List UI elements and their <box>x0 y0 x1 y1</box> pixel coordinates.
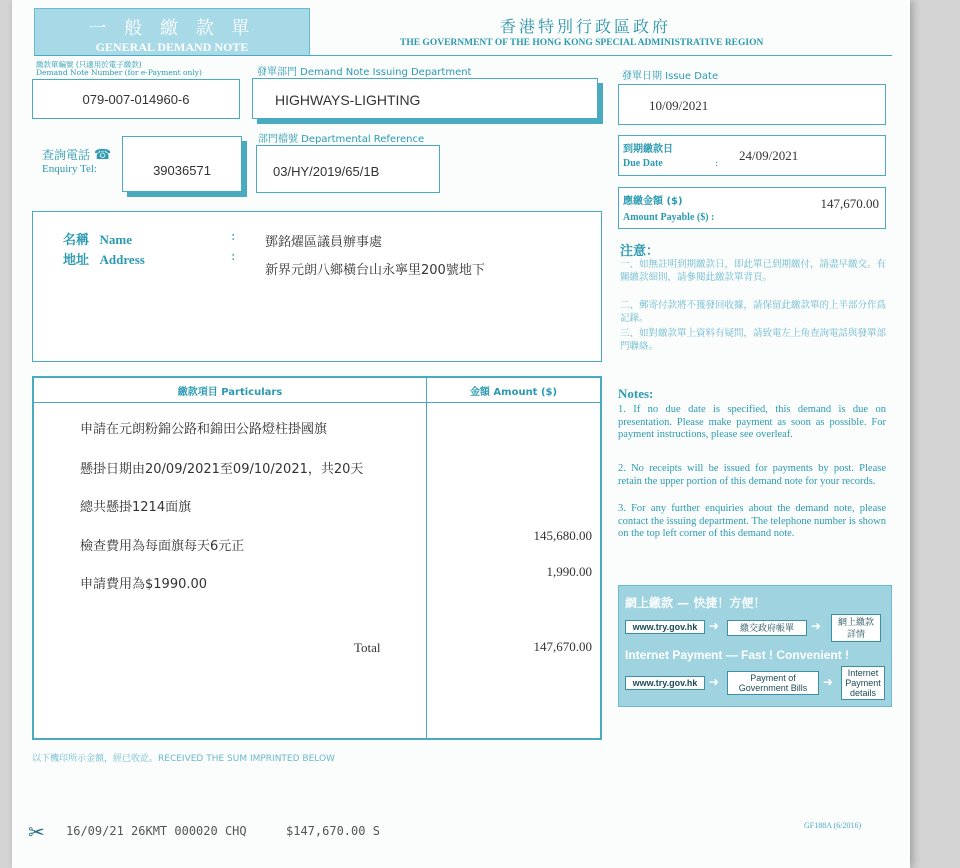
title-en: GENERAL DEMAND NOTE <box>95 40 249 54</box>
notes-en-item-1: 1. If no due date is specified, this demand is due on presentation. Please make payment as soon as possible. For payment instructions, please see overleaf. <box>618 404 886 440</box>
form-code: GF188A (6/2016) <box>804 821 862 830</box>
notes-en-item-2: 2. No receipts will be issued for payments by post. Please retain the upper portion of this demand note for your records. <box>618 463 886 487</box>
amount-payable-value: 147,670.00 <box>820 196 879 211</box>
particular-line-2: 懸掛日期由20/09/2021至09/10/2021，共20天 <box>80 462 364 477</box>
total-amount: 147,670.00 <box>533 639 592 654</box>
internet-payment-detail-en: Internet Payment details <box>841 666 885 700</box>
payee-box <box>32 211 602 362</box>
arrow-right-icon: ➜ <box>823 675 834 689</box>
payee-name: 鄧銘燿區議員辦事處 <box>265 235 383 250</box>
enquiry-label-zh <box>42 146 111 163</box>
payee-address: 新界元朗八鄉橫台山永寧里200號地下 <box>265 263 485 278</box>
particulars-table <box>32 376 602 740</box>
issue-date-box <box>618 84 886 125</box>
internet-payment-panel <box>618 585 892 707</box>
dept-ref-value: 03/HY/2019/65/1B <box>273 164 380 179</box>
imprint-line: 16/09/21 26KMT 000020 CHQ <box>66 824 247 838</box>
arrow-right-icon: ➜ <box>709 619 720 633</box>
issue-date-value: 10/09/2021 <box>649 98 709 113</box>
amount-line-1: 145,680.00 <box>533 528 592 543</box>
internet-payment-title-en: Internet Payment — Fast ! Convenient ! <box>625 648 850 662</box>
amount-payable-box <box>618 187 886 229</box>
notice-zh-title: 注意： <box>620 244 660 259</box>
issue-date-label: 發單日期 Issue Date <box>622 71 719 82</box>
enquiry-label-zh-text: 查詢電話 <box>42 148 91 162</box>
particular-line-4: 檢查費用為每面旗每天6元正 <box>80 539 245 554</box>
note-number-label-en: Demand Note Number (for e-Payment only) <box>36 68 202 77</box>
note-number-box <box>32 79 240 119</box>
amount-label-en: Amount Payable ($) : <box>623 212 715 223</box>
government-title-en: THE GOVERNMENT OF THE HONG KONG SPECIAL ADMINISTRATIVE REGION <box>400 38 764 48</box>
address-colon: : <box>231 249 236 264</box>
internet-payment-url-1[interactable]: www.try.gov.hk <box>625 620 705 634</box>
name-colon: : <box>231 229 236 244</box>
government-title-zh: 香港特別行政區政府 <box>500 17 672 36</box>
name-label <box>63 229 132 248</box>
address-label-en: Address <box>99 252 145 267</box>
received-text: 以下機印所示金額，經已收訖。RECEIVED THE SUM IMPRINTED BELOW <box>32 754 335 764</box>
notice-zh-item-1: 一、如無註明到期繳款日，即此單已到期繳付，請盡早繳交。有關繳款細則，請參閱此繳款單背頁。 <box>620 259 887 283</box>
issuing-dept-label: 發單部門 Demand Note Issuing Department <box>257 67 472 78</box>
notes-en-title: Notes: <box>618 386 654 401</box>
amount-label-zh: 應繳金額 ($) <box>623 196 683 207</box>
internet-payment-url-2[interactable]: www.try.gov.hk <box>625 676 705 690</box>
column-divider <box>426 378 427 738</box>
internet-payment-step-en: Payment of Government Bills <box>727 671 819 695</box>
note-number-label-zh: 繳款單編號 (只適用於電子繳款) <box>36 60 142 69</box>
due-date-colon: : <box>715 158 719 169</box>
issuing-dept-value: HIGHWAYS-LIGHTING <box>275 92 421 108</box>
due-date-label-en: Due Date <box>623 158 663 169</box>
address-label-zh: 地址 <box>63 253 90 268</box>
particular-line-3: 總共懸掛1214面旗 <box>80 500 192 515</box>
internet-payment-detail-zh: 網上繳款詳情 <box>831 614 881 642</box>
dept-ref-label: 部門檔號 Departmental Reference <box>258 134 425 145</box>
address-label <box>63 249 145 268</box>
imprint-amount: $147,670.00 S <box>286 824 380 838</box>
particular-line-5: 申請費用為$1990.00 <box>80 577 208 592</box>
notes-en-item-3: 3. For any further enquiries about the demand note, please contact the issuing department. The telephone number is shown on the top left corner of this demand note. <box>618 503 886 539</box>
amount-header: 金額 Amount ($) <box>469 387 558 398</box>
name-label-zh: 名稱 <box>63 233 90 248</box>
header-rule <box>34 55 892 56</box>
internet-payment-step-zh: 繳交政府帳單 <box>727 620 807 636</box>
scissors-icon: ✂ <box>28 820 45 844</box>
notice-zh-item-3: 三、如對繳款單上資料有疑問，請致電左上角查詢電話與發單部門聯絡。 <box>620 328 887 352</box>
total-label: Total <box>354 640 381 655</box>
enquiry-tel-value: 39036571 <box>153 163 211 178</box>
enquiry-label-en: Enquiry Tel: <box>42 163 97 175</box>
name-label-en: Name <box>99 232 133 247</box>
arrow-right-icon: ➜ <box>811 619 822 633</box>
title-zh: 一 般 繳 款 單 <box>88 18 256 39</box>
due-date-box <box>618 135 886 176</box>
due-date-value: 24/09/2021 <box>739 148 799 163</box>
particulars-header: 繳款項目 Particulars <box>177 387 283 398</box>
particular-line-1: 申請在元朗粉錦公路和錦田公路燈柱掛國旗 <box>80 422 328 437</box>
dept-ref-box <box>256 145 440 193</box>
demand-note-sheet <box>12 0 910 868</box>
issuing-dept-box <box>252 78 598 119</box>
enquiry-tel-box <box>122 136 242 192</box>
telephone-icon: ☎ <box>93 147 112 163</box>
arrow-right-icon: ➜ <box>709 675 720 689</box>
note-number-value: 079-007-014960-6 <box>82 92 190 107</box>
amount-line-2: 1,990.00 <box>546 564 592 579</box>
notice-zh-item-2: 二、郵寄付款將不獲發回收據，請保留此繳款單的上半部分作爲記錄。 <box>620 300 887 324</box>
internet-payment-title-zh: 網上繳款 — 快捷！方便！ <box>625 596 766 610</box>
title-banner <box>34 8 310 56</box>
due-date-label-zh: 到期繳款日 <box>623 144 673 155</box>
